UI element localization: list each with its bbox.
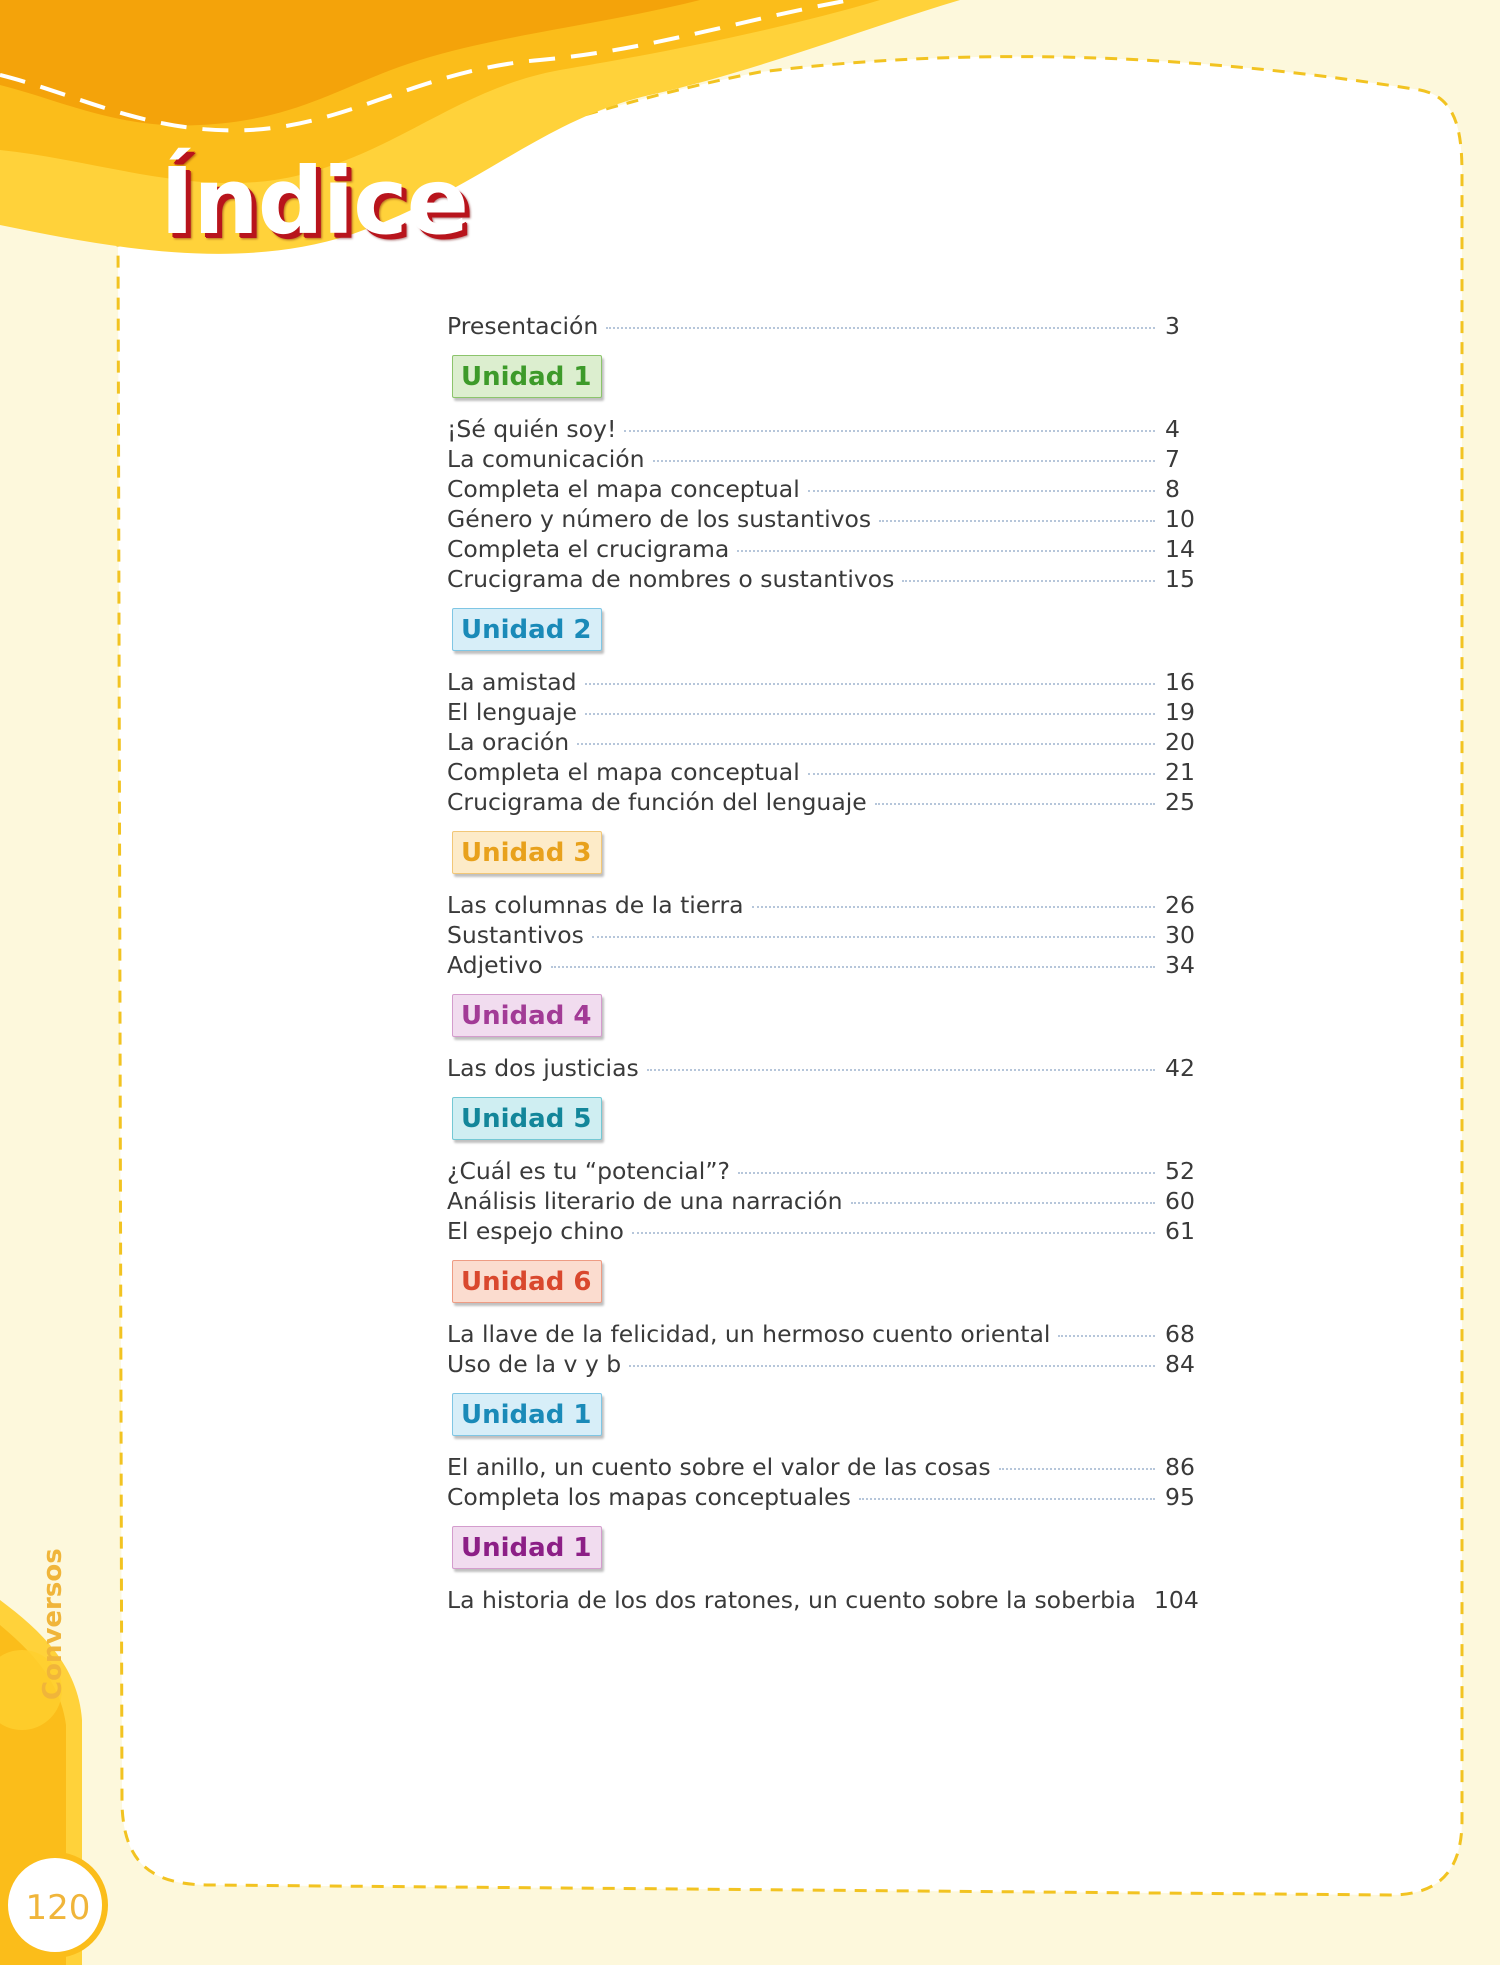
toc-entry (447, 475, 1195, 505)
toc-entry (447, 312, 1195, 342)
toc-entry-title: ¿Cuál es tu “potencial”? (447, 1157, 730, 1185)
toc-entry-title: Género y número de los sustantivos (447, 505, 872, 533)
dot-leader (738, 1172, 1155, 1174)
toc-entry-title: La llave de la felicidad, un hermoso cuento oriental (447, 1320, 1051, 1348)
unit-heading-badge: Unidad 4 (452, 994, 602, 1037)
toc-entry-page: 25 (1165, 788, 1195, 816)
unit-heading-badge: Unidad 6 (452, 1260, 602, 1303)
series-name: Conversos (38, 1548, 68, 1700)
unit-heading-row (447, 818, 1195, 891)
toc-entry (447, 1187, 1195, 1217)
toc-entry-title: Presentación (447, 312, 599, 340)
dot-leader (752, 906, 1155, 908)
toc-entry-title: Uso de la v y b (447, 1350, 622, 1378)
toc-entry-page: 52 (1165, 1157, 1195, 1185)
toc-entry-page: 7 (1165, 445, 1180, 473)
toc-entry-title: El anillo, un cuento sobre el valor de las cosas (447, 1453, 991, 1481)
toc-entry (447, 565, 1195, 595)
toc-entry-page: 95 (1165, 1483, 1195, 1511)
unit-heading-badge: Unidad 2 (452, 608, 602, 651)
toc-entry (447, 728, 1195, 758)
dot-leader (585, 713, 1155, 715)
toc-entry (447, 1054, 1195, 1084)
toc-entry-page: 4 (1165, 415, 1180, 443)
toc-entry (447, 1217, 1195, 1247)
toc-entry-title: La comunicación (447, 445, 645, 473)
dot-leader (851, 1202, 1155, 1204)
toc-entry (447, 1453, 1195, 1483)
toc-entry-page: 8 (1165, 475, 1180, 503)
dot-leader (875, 803, 1155, 805)
toc-entry-page: 84 (1165, 1350, 1195, 1378)
toc-entry-page: 19 (1165, 698, 1195, 726)
toc-entry-page: 86 (1165, 1453, 1195, 1481)
toc-entry (447, 788, 1195, 818)
toc-entry-title: La oración (447, 728, 570, 756)
dot-leader (629, 1365, 1155, 1367)
unit-heading-badge: Unidad 5 (452, 1097, 602, 1140)
dot-leader (999, 1468, 1155, 1470)
toc-entry-page: 60 (1165, 1187, 1195, 1215)
toc-entry (447, 445, 1195, 475)
toc-entry-title: La historia de los dos ratones, un cuento sobre la soberbia (447, 1586, 1136, 1614)
toc-entry-page: 104 (1153, 1586, 1199, 1614)
toc-entry-page: 30 (1165, 921, 1195, 949)
toc-entry (447, 921, 1195, 951)
toc-entry-page: 34 (1165, 951, 1195, 979)
toc-entry (447, 415, 1195, 445)
unit-heading-badge: Unidad 1 (452, 1526, 602, 1569)
toc-entry-page: 61 (1165, 1217, 1195, 1245)
page-title: Índice (160, 148, 469, 255)
toc-entry-title: Crucigrama de función del lenguaje (447, 788, 867, 816)
dot-leader (647, 1069, 1155, 1071)
toc-entry-title: Completa el mapa conceptual (447, 475, 800, 503)
toc-entry-page: 15 (1165, 565, 1195, 593)
toc-entry-page: 16 (1165, 668, 1195, 696)
toc-entry-page: 26 (1165, 891, 1195, 919)
unit-heading-row (447, 1380, 1195, 1453)
dot-leader (653, 460, 1155, 462)
toc-entry-page: 3 (1165, 312, 1180, 340)
toc-entry (447, 1320, 1195, 1350)
toc-entry-title: Completa el crucigrama (447, 535, 730, 563)
toc-entry-title: La amistad (447, 668, 577, 696)
unit-heading-row (447, 342, 1195, 415)
toc-entry-title: El espejo chino (447, 1217, 624, 1245)
dot-leader (585, 683, 1155, 685)
toc-entry-title: Las columnas de la tierra (447, 891, 744, 919)
toc-entry-page: 10 (1165, 505, 1195, 533)
toc-entry-title: Completa los mapas conceptuales (447, 1483, 851, 1511)
toc-entry (447, 758, 1195, 788)
unit-heading-badge: Unidad 3 (452, 831, 602, 874)
unit-heading-row (447, 1084, 1195, 1157)
toc-entry-page: 68 (1165, 1320, 1195, 1348)
dot-leader (879, 520, 1155, 522)
dot-leader (592, 936, 1155, 938)
dot-leader (737, 550, 1155, 552)
table-of-contents (447, 312, 1199, 1616)
toc-entry (447, 951, 1195, 981)
dot-leader (859, 1498, 1155, 1500)
toc-entry (447, 535, 1195, 565)
unit-heading-row (447, 595, 1195, 668)
unit-heading-row (447, 1513, 1195, 1586)
toc-entry (447, 668, 1195, 698)
toc-entry (447, 505, 1195, 535)
dot-leader (551, 966, 1155, 968)
unit-heading-row (447, 1247, 1195, 1320)
dot-leader (808, 773, 1155, 775)
toc-entry-title: Las dos justicias (447, 1054, 639, 1082)
toc-entry-page: 42 (1165, 1054, 1195, 1082)
toc-entry-title: El lenguaje (447, 698, 577, 726)
toc-entry-page: 21 (1165, 758, 1195, 786)
toc-entry-title: Completa el mapa conceptual (447, 758, 800, 786)
toc-entry (447, 1586, 1199, 1616)
toc-entry-title: ¡Sé quién soy! (447, 415, 617, 443)
unit-heading-badge: Unidad 1 (452, 355, 602, 398)
dot-leader (624, 430, 1155, 432)
toc-entry (447, 1157, 1195, 1187)
toc-entry (447, 1483, 1195, 1513)
page-number: 120 (25, 1888, 91, 1928)
dot-leader (606, 327, 1155, 329)
dot-leader (902, 580, 1155, 582)
toc-entry-page: 20 (1165, 728, 1195, 756)
toc-entry-title: Adjetivo (447, 951, 543, 979)
toc-entry-title: Crucigrama de nombres o sustantivos (447, 565, 895, 593)
toc-entry-title: Análisis literario de una narración (447, 1187, 843, 1215)
dot-leader (808, 490, 1155, 492)
toc-entry-page: 14 (1165, 535, 1195, 563)
dot-leader (632, 1232, 1155, 1234)
toc-entry (447, 698, 1195, 728)
dot-leader (577, 743, 1155, 745)
toc-entry (447, 1350, 1195, 1380)
dot-leader (1058, 1335, 1155, 1337)
toc-entry (447, 891, 1195, 921)
unit-heading-row (447, 981, 1195, 1054)
unit-heading-badge: Unidad 1 (452, 1393, 602, 1436)
toc-entry-title: Sustantivos (447, 921, 584, 949)
